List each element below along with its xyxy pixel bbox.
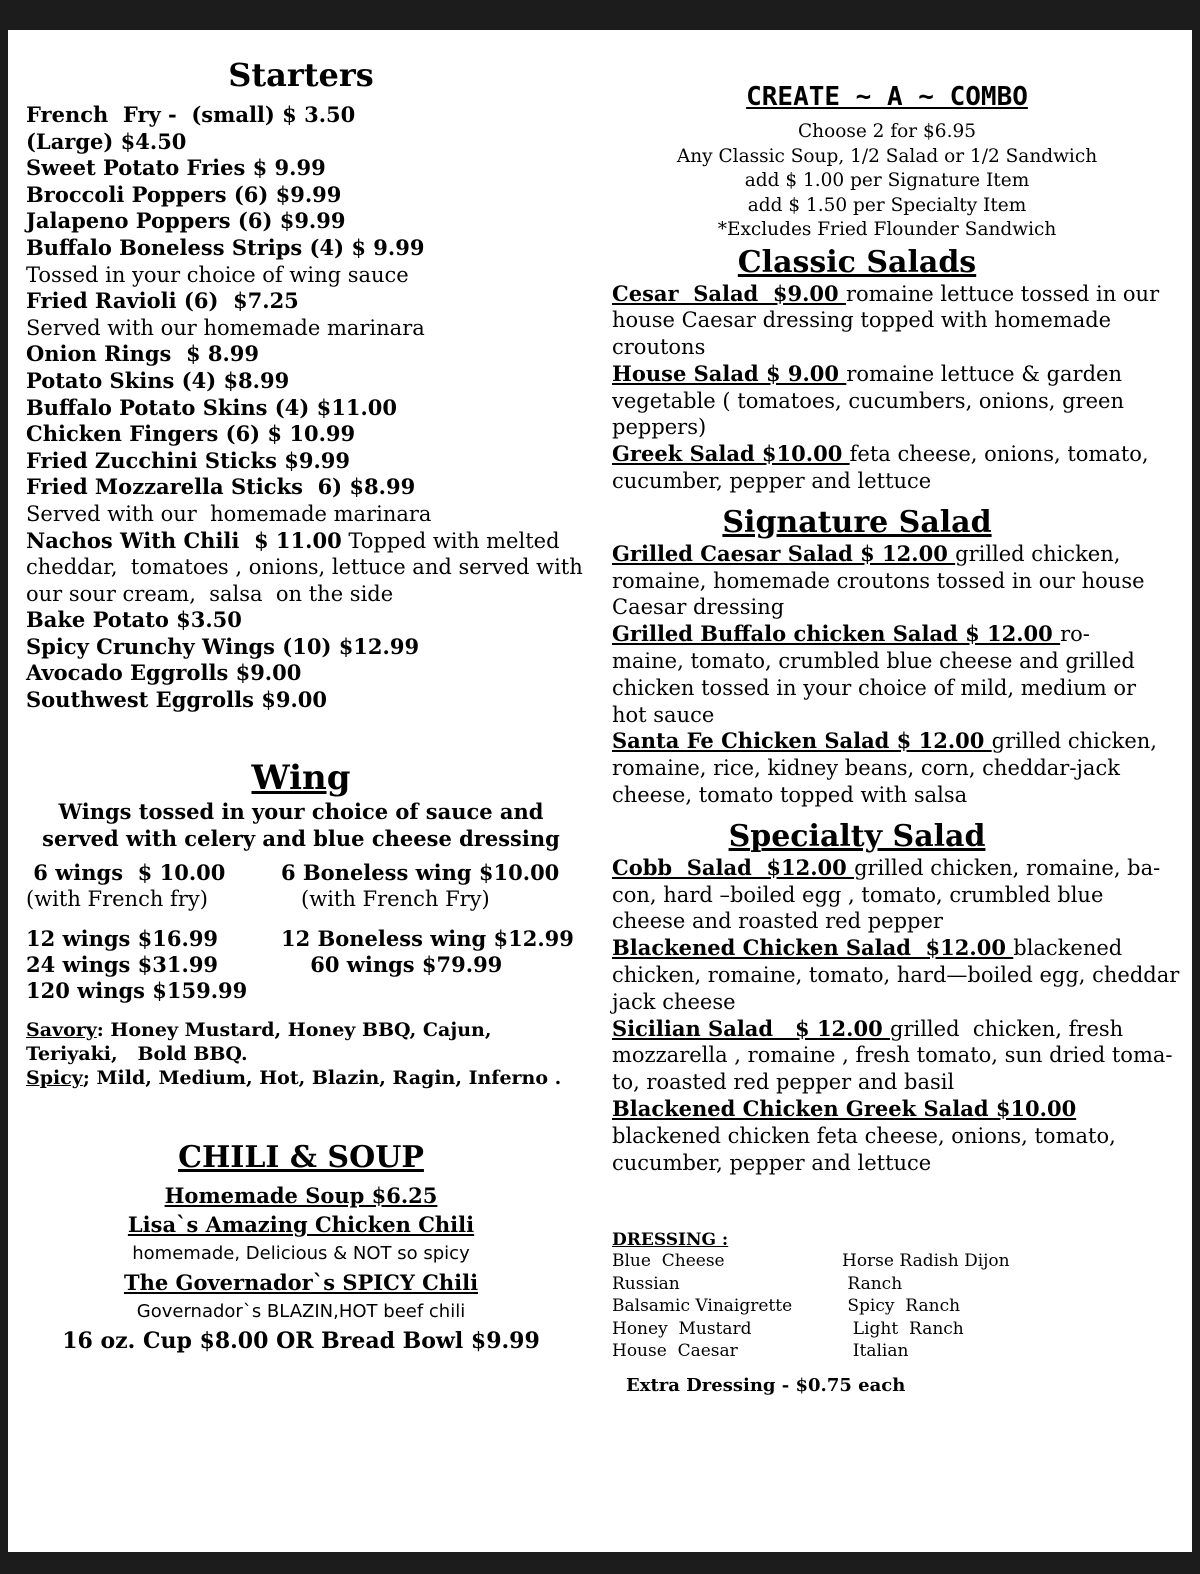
salad-description: cucumber, pepper and lettuce [612, 469, 932, 494]
starter-text: Potato Skins (4) $8.99 [26, 367, 290, 393]
starters-heading: Starters [228, 56, 374, 94]
wing-price: 60 wings $79.99 [281, 951, 503, 977]
salad-description: romaine, rice, kidney beans, corn, cheddar-jack [612, 756, 1120, 781]
salad-description: vegetable ( tomatoes, cucumbers, onions, green [612, 388, 1124, 413]
wing-note: (with French fry) [26, 886, 208, 911]
salad-name: Sicilian Salad $ 12.00 [612, 1015, 891, 1041]
starter-text: Served with our homemade marinara [26, 501, 432, 526]
wing-price: 6 wings $ 10.00 [26, 859, 226, 885]
starter-text: Fried Zucchini Sticks $9.99 [26, 447, 350, 473]
extra-dressing: Extra Dressing - $0.75 each [626, 1374, 906, 1396]
wing-description [26, 798, 576, 852]
starter-description: Topped with melted [341, 528, 560, 553]
specialty-salad-list [612, 854, 1180, 1177]
savory-text: Teriyaki, Bold BBQ. [26, 1042, 248, 1065]
classic-salads-heading: Classic Salads [737, 244, 977, 280]
starter-line [26, 395, 596, 422]
starter-line [26, 421, 596, 448]
chili-description: Governador`s BLAZIN,HOT beef chili [136, 1300, 466, 1322]
salad-description: grilled chicken, romaine, ba- [854, 855, 1161, 880]
salad-name: Cobb Salad $12.00 [612, 854, 855, 880]
dressing-option: Russian [612, 1273, 680, 1294]
salad-item [612, 728, 1172, 808]
salad-name: House Salad $ 9.00 [612, 360, 847, 386]
chili-item: Lisa`s Amazing Chicken Chili [127, 1211, 475, 1237]
starter-text: our sour cream, salsa on the side [26, 581, 394, 606]
salad-name: Blackened Chicken Greek Salad $10.00 [612, 1096, 1077, 1122]
salad-description: con, hard –boiled egg , tomato, crumbled blue [612, 882, 1104, 907]
dressing-list [612, 1250, 1172, 1363]
salad-description: romaine lettuce & garden [846, 361, 1122, 386]
wing-price: 12 wings $16.99 [26, 925, 219, 951]
starter-text: Spicy Crunchy Wings (10) $12.99 [26, 633, 420, 659]
classic-salads-list [612, 281, 1172, 495]
salad-name: Santa Fe Chicken Salad $ 12.00 [612, 728, 992, 754]
starter-line [26, 262, 596, 289]
right-column [612, 82, 1180, 1396]
salad-description: chicken tossed in your choice of mild, medium or [612, 675, 1136, 700]
sauce-list [26, 1018, 596, 1090]
wing-price: 120 wings $159.99 [26, 977, 248, 1003]
combo-line: add $ 1.50 per Specialty Item [747, 194, 1027, 216]
salad-description: blackened chicken feta cheese, onions, tomato, [612, 1123, 1116, 1148]
salad-name: Greek Salad $10.00 [612, 441, 850, 467]
spicy-label: Spicy [26, 1066, 83, 1089]
salad-description: grilled chicken, fresh [890, 1016, 1124, 1041]
wing-note: (with French Fry) [281, 886, 490, 911]
salad-description: hot sauce [612, 702, 715, 727]
starter-line [26, 634, 596, 661]
starter-line [26, 102, 596, 129]
starter-line [26, 288, 596, 315]
chili-description: homemade, Delicious & NOT so spicy [132, 1242, 470, 1264]
salad-description: cucumber, pepper and lettuce [612, 1150, 932, 1175]
chili-soup-section [26, 1181, 596, 1356]
salad-description: cheese, tomato topped with salsa [612, 783, 968, 808]
dressing-option: Light Ranch [842, 1318, 964, 1339]
combo-line: Choose 2 for $6.95 [798, 121, 976, 142]
starter-line [26, 607, 596, 634]
starter-line [26, 448, 596, 475]
starter-text: Fried Ravioli (6) $7.25 [26, 288, 299, 314]
salad-description: grilled chicken, [955, 541, 1121, 566]
specialty-salad-heading: Specialty Salad [728, 818, 986, 854]
combo-line: *Excludes Fried Flounder Sandwich [717, 219, 1057, 240]
savory-sauces [26, 1018, 596, 1042]
salad-description: croutons [612, 335, 706, 360]
chili-item: The Governador`s SPICY Chili [123, 1269, 479, 1295]
dressing-option: Horse Radish Dijon [842, 1251, 1010, 1272]
starter-text: Fried Mozzarella Sticks 6) $8.99 [26, 474, 416, 500]
combo-line: Any Classic Soup, 1/2 Salad or 1/2 Sandwich [676, 145, 1098, 167]
salad-item [612, 935, 1180, 1015]
savory-text: : Honey Mustard, Honey BBQ, Cajun, [96, 1018, 492, 1041]
starter-line [26, 182, 596, 209]
salad-description: grilled chicken, [991, 729, 1157, 754]
salad-description: feta cheese, onions, tomato, [849, 442, 1149, 467]
salad-item [612, 541, 1172, 621]
wing-description-line: Wings tossed in your choice of sauce and [58, 798, 544, 824]
salad-item [612, 361, 1172, 441]
signature-salad-heading: Signature Salad [722, 504, 992, 540]
starter-line [26, 208, 596, 235]
signature-salad-list [612, 541, 1172, 809]
salad-description: house Caesar dressing topped with homemade [612, 308, 1112, 333]
starter-text: Bake Potato $3.50 [26, 607, 242, 633]
salad-description: chicken, romaine, tomato, hard—boiled egg, cheddar [612, 963, 1180, 988]
starter-text: cheddar, tomatoes , onions, lettuce and served with [26, 555, 583, 580]
salad-description: to, roasted red pepper and basil [612, 1070, 955, 1095]
soup-item: Homemade Soup $6.25 [164, 1182, 438, 1208]
starter-line [26, 235, 596, 262]
wing-price: 6 Boneless wing $10.00 [281, 859, 560, 885]
starter-text: Chicken Fingers (6) $ 10.99 [26, 421, 356, 447]
salad-description: jack cheese [612, 989, 736, 1014]
starter-line [26, 341, 596, 368]
starter-line [26, 660, 596, 687]
wing-price: 12 Boneless wing $12.99 [281, 925, 574, 951]
starter-text: Sweet Potato Fries $ 9.99 [26, 155, 326, 181]
salad-description: romaine lettuce tossed in our [845, 281, 1160, 306]
starter-line [26, 501, 596, 528]
starter-text: Southwest Eggrolls $9.00 [26, 687, 327, 713]
starter-line [26, 155, 596, 182]
salad-item [612, 281, 1172, 361]
starter-line [26, 129, 596, 156]
savory-label: Savory [26, 1018, 97, 1041]
dressing-option: Ranch [842, 1273, 903, 1294]
starter-text: Tossed in your choice of wing sauce [26, 262, 409, 287]
starter-line [26, 528, 596, 555]
salad-description: mozzarella , romaine , fresh tomato, sun dried toma- [612, 1043, 1173, 1068]
salad-item [612, 1096, 1172, 1176]
starters-list [26, 102, 596, 714]
salad-item [612, 441, 1172, 495]
salad-name: Grilled Caesar Salad $ 12.00 [612, 540, 956, 566]
starter-line [26, 687, 596, 714]
dressing-option: Balsamic Vinaigrette [612, 1296, 793, 1317]
combo-line: add $ 1.00 per Signature Item [744, 170, 1030, 191]
starter-line [26, 554, 596, 581]
dressing-heading: DRESSING : [612, 1230, 729, 1251]
combo-details [612, 120, 1162, 243]
wing-price: 24 wings $31.99 [26, 951, 219, 977]
starter-text: Onion Rings $ 8.99 [26, 341, 260, 367]
starter-line [26, 368, 596, 395]
salad-name: Grilled Buffalo chicken Salad $ 12.00 [612, 621, 1061, 647]
starter-text: Avocado Eggrolls $9.00 [26, 660, 302, 686]
dressing-option: House Caesar [612, 1341, 738, 1362]
starter-line [26, 474, 596, 501]
salad-item [612, 621, 1172, 728]
starter-line [26, 315, 596, 342]
left-column [26, 56, 596, 1356]
wing-prices [26, 860, 596, 1004]
salad-name: Cesar Salad $9.00 [612, 280, 846, 306]
starter-text: (Large) $4.50 [26, 128, 187, 154]
starter-text: Jalapeno Poppers (6) $9.99 [26, 208, 346, 234]
starter-text: French Fry - (small) $ 3.50 [26, 102, 356, 127]
salad-description: Caesar dressing [612, 595, 785, 620]
salad-item [612, 855, 1172, 935]
salad-description: blackened [1013, 936, 1123, 961]
salad-description: cheese and roasted red pepper [612, 909, 943, 934]
starter-text: Served with our homemade marinara [26, 315, 425, 340]
starter-text: Buffalo Potato Skins (4) $11.00 [26, 394, 397, 420]
starter-text: Buffalo Boneless Strips (4) $ 9.99 [26, 234, 425, 260]
wing-description-line: served with celery and blue cheese dressing [42, 825, 560, 851]
salad-description: romaine, homemade croutons tossed in our house [612, 568, 1145, 593]
starter-line [26, 581, 596, 608]
wing-heading: Wing [251, 757, 351, 798]
dressing-option: Honey Mustard [612, 1318, 752, 1339]
salad-description: maine, tomato, crumbled blue cheese and grilled [612, 649, 1135, 674]
dressing-option: Spicy Ranch [842, 1296, 961, 1317]
chili-prices: 16 oz. Cup $8.00 OR Bread Bowl $9.99 [62, 1327, 540, 1354]
salad-name: Blackened Chicken Salad $12.00 [612, 935, 1014, 961]
spicy-sauces [26, 1066, 596, 1090]
salad-description: peppers) [612, 415, 707, 440]
salad-description: ro- [1060, 622, 1090, 647]
salad-item [612, 1016, 1172, 1096]
chili-soup-heading: CHILI & SOUP [178, 1139, 424, 1175]
dressing-option: Blue Cheese [612, 1251, 725, 1272]
spicy-text: ; Mild, Medium, Hot, Blazin, Ragin, Inferno . [82, 1066, 562, 1089]
starter-text: Broccoli Poppers (6) $9.99 [26, 181, 342, 207]
combo-heading: CREATE ~ A ~ COMBO [746, 82, 1028, 112]
dressing-option: Italian [842, 1341, 909, 1362]
starter-text: Nachos With Chili $ 11.00 [26, 527, 342, 553]
